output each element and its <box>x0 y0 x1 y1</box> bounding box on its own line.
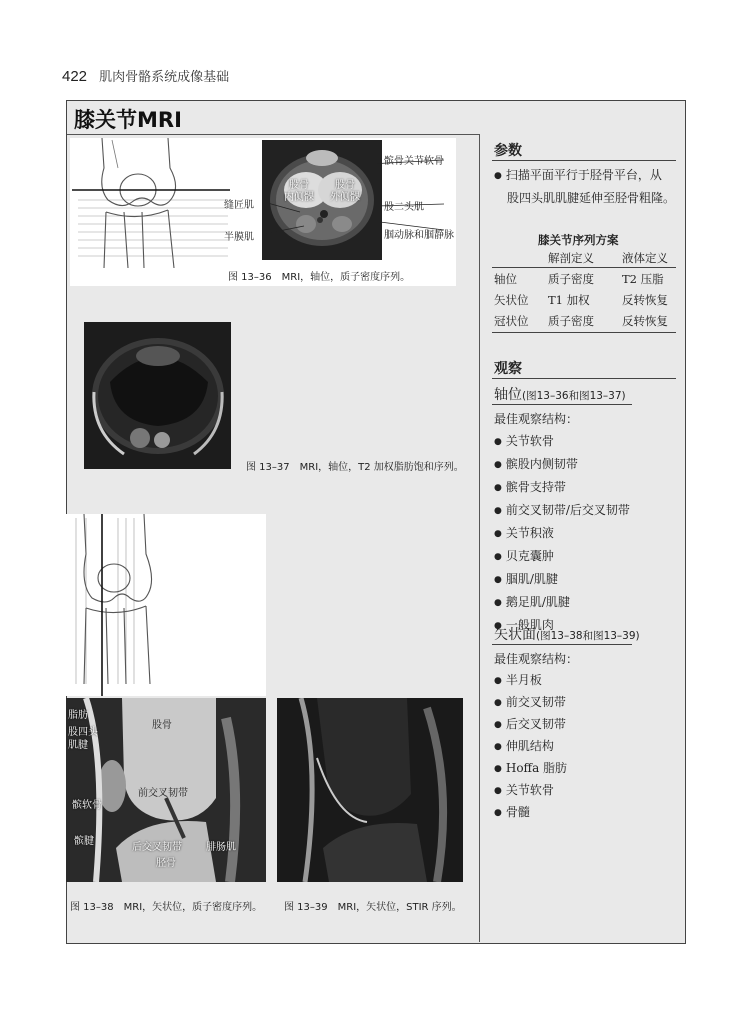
label-biceps: 股二头肌 <box>384 202 424 213</box>
label-fat: 脂肪 <box>68 710 88 721</box>
row-coronal-plane: 冠状位 <box>494 314 529 328</box>
figure-13-36 <box>70 138 456 286</box>
label-acl: 前交叉韧带 <box>138 788 188 799</box>
sagittal-item: ● Hoffa 脂肪 <box>494 758 678 780</box>
axial-item: ● 前交叉韧带/后交叉韧带 <box>494 499 678 522</box>
sagittal-item: ● 半月板 <box>494 670 678 692</box>
sagittal-item: ● 关节软骨 <box>494 780 678 802</box>
label-patellar-cartilage: 髌骨关节软骨 <box>384 156 444 167</box>
label-tibia: 胫骨 <box>156 858 176 869</box>
sagittal-list <box>494 648 678 824</box>
title-rule <box>67 134 479 135</box>
axial-intro: 最佳观察结构： <box>494 412 579 426</box>
sagittal-rule <box>492 644 632 645</box>
label-sartorius: 缝匠肌 <box>224 200 254 211</box>
table-rule <box>492 267 676 268</box>
running-head <box>62 66 229 85</box>
row-sagittal-fluid: 反转恢复 <box>622 293 668 307</box>
caption-13-38: 图 13–38 MRI，矢状位，质子密度序列。 <box>70 902 263 913</box>
axial-subheading <box>494 384 626 404</box>
scan-plane-line1: ● 扫描平面平行于胫骨平台，从 <box>494 168 662 182</box>
scan-plane-text <box>494 164 675 209</box>
caption-13-37: 图 13–37 MRI，轴位，T2 加权脂肪饱和序列。 <box>246 462 464 473</box>
label-patella: 髌软骨 <box>72 800 102 811</box>
column-divider <box>479 134 480 942</box>
axial-localizer-diagram <box>72 138 230 268</box>
params-heading: 参数 <box>494 143 522 159</box>
axial-item: ● 关节积液 <box>494 522 678 545</box>
row-sagittal-anat: T1 加权 <box>548 293 590 307</box>
axial-list <box>494 408 678 637</box>
label-patellar-tendon: 髌腱 <box>74 836 94 847</box>
axial-item: ● 贝克囊肿 <box>494 545 678 568</box>
table-col-fluid: 液体定义 <box>622 251 668 265</box>
label-femur: 股骨 <box>152 720 172 731</box>
sagittal-localizer-panel <box>66 514 266 696</box>
row-coronal-fluid: 反转恢复 <box>622 314 668 328</box>
table-col-anat: 解剖定义 <box>548 251 594 265</box>
row-axial-plane: 轴位 <box>494 272 517 286</box>
sequence-table-title: 膝关节序列方案 <box>538 233 619 247</box>
page-number: 422 <box>62 68 88 85</box>
page-title: 膝关节MRI <box>74 108 182 132</box>
axial-item: ● 一般肌肉 <box>494 614 678 637</box>
observe-rule <box>492 378 676 379</box>
axial-heading: 轴位 <box>494 387 522 403</box>
axial-rule <box>492 404 632 405</box>
figure-13-37-image <box>84 322 231 469</box>
sagittal-item: ● 后交叉韧带 <box>494 714 678 736</box>
caption-13-39: 图 13–39 MRI，矢状位，STIR 序列。 <box>284 902 462 913</box>
params-rule <box>492 160 676 161</box>
sagittal-ref: (图13–38和图13–39) <box>536 630 640 642</box>
scan-plane-line2: 股四头肌肌腱延伸至胫骨粗隆。 <box>507 191 676 205</box>
sagittal-heading: 矢状面 <box>494 627 536 643</box>
row-coronal-anat: 质子密度 <box>548 314 594 328</box>
axial-item: ● 腘肌/肌腱 <box>494 568 678 591</box>
sagittal-intro: 最佳观察结构： <box>494 652 579 666</box>
label-quad-tendon: 股四头 肌腱 <box>68 727 98 751</box>
label-popliteal-vessels: 腘动脉和腘静脉 <box>384 230 454 241</box>
axial-item: ● 鹅足肌/肌腱 <box>494 591 678 614</box>
sagittal-subheading <box>494 624 640 644</box>
table-bottom-rule <box>492 332 676 333</box>
axial-item: ● 髌骨支持带 <box>494 476 678 499</box>
figure-13-39-image <box>277 698 463 882</box>
label-gastrocnemius: 腓肠肌 <box>206 842 236 853</box>
sagittal-item: ● 伸肌结构 <box>494 736 678 758</box>
label-semimembranosus: 半膜肌 <box>224 232 254 243</box>
axial-item: ● 关节软骨 <box>494 430 678 453</box>
axial-ref: (图13–36和图13–37) <box>522 390 626 402</box>
label-lateral-condyle: 股骨 外侧髁 <box>330 180 360 203</box>
label-pcl: 后交叉韧带 <box>132 842 182 853</box>
row-axial-fluid: T2 压脂 <box>622 272 664 286</box>
sagittal-localizer-diagram <box>66 514 266 696</box>
row-axial-anat: 质子密度 <box>548 272 594 286</box>
caption-13-36: 图 13–36 MRI，轴位，质子密度序列。 <box>228 272 411 283</box>
row-sagittal-plane: 矢状位 <box>494 293 529 307</box>
book-title: 肌肉骨骼系统成像基础 <box>99 70 230 85</box>
observe-heading: 观察 <box>494 361 522 377</box>
label-medial-condyle: 股骨 内侧髁 <box>284 180 314 203</box>
sagittal-item: ● 骨髓 <box>494 802 678 824</box>
sagittal-item: ● 前交叉韧带 <box>494 692 678 714</box>
axial-item: ● 髌股内侧韧带 <box>494 453 678 476</box>
